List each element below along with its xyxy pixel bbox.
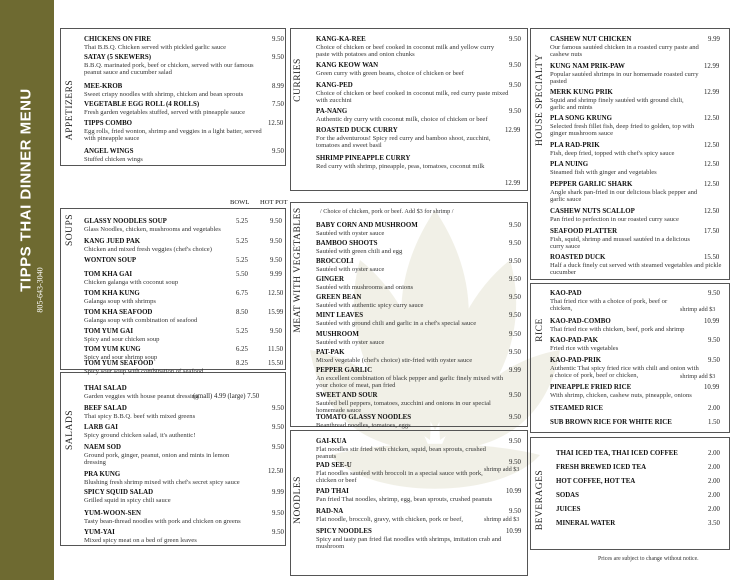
item-price: 8.99 [272,83,284,90]
item-price: 7.50 [272,101,284,108]
item-price: 9.50 [509,438,521,445]
item-price: 9.99 [509,367,521,374]
menu-item: CHICKENS ON FIRE Thai B.B.Q. Chicken served with pickled garlic sauce [84,36,227,51]
menu-item: KANG-PED Choice of chicken or beef cooked in coconut milk, red curry paste mixed with zucchini [316,82,509,105]
item-price: 2.00 [708,478,720,485]
menu-item: SPICY SQUID SALAD Grilled squid in spicy chili sauce [84,489,171,504]
bowl-price: 5.25 [236,328,248,335]
item-price: 9.50 [509,240,521,247]
item-price: 9.50 [509,508,521,515]
menu-item: PAT-PAK Mixed vegetable (chef's choice) stir-fried with oyster sauce [316,349,473,364]
shrimp-addon-note: shrimp add $3 [680,306,716,313]
item-price: 9.50 [708,337,720,344]
menu-item: BROCCOLI Sautéed with oyster sauce [316,258,385,273]
menu-item: WONTON SOUP [84,257,137,264]
section-label-curries: CURRIES [293,58,303,102]
shrimp-addon-note: shrimp add $3 [484,466,520,473]
menu-item: PLA NUING Steamed fish with ginger and vegetables [550,161,657,176]
menu-item: KAO-PAD-PAK Fried rice with vegetables [550,337,619,352]
item-price: 9.50 [509,36,521,43]
menu-item: PEPPER GARLIC An excellent combination of black pepper and garlic finely mixed with your choice of meat, pan fried [316,367,504,390]
menu-item: CASHEW NUT CHICKEN Our famous sautéed chicken in a roasted curry paste and cashew nuts [550,36,699,59]
menu-item: ANGEL WINGS Stuffed chicken wings [84,148,143,163]
hotpot-price: 9.50 [270,328,282,335]
menu-item: KAO-PAD-PRIK Authentic Thai spicy fried rice with chili and onion with a choice of pork, beef or chicken, [550,357,699,380]
section-label-soups: SOUPS [65,213,75,247]
hotpot-price: 9.50 [270,238,282,245]
phone-number: 805-643-3040 [35,267,45,313]
item-price: 12.50 [704,181,720,188]
menu-item: SEAFOOD PLATTER Fish, squid, shrimp and mussel sautéed in a delicious curry sauce [550,228,690,251]
menu-item: TOM YUM SEAFOOD Spicy sour soup with combination of seafood [84,360,204,375]
item-price: 12.50 [704,142,720,149]
item-price: 9.50 [509,62,521,69]
menu-item: TIPPS COMBO Egg rolls, fried wonton, shrimp and veggies in a light batter, served with pineapple sauce [84,120,262,143]
item-price: 2.00 [708,506,720,513]
item-price: 2.00 [708,405,720,412]
item-price: 9.50 [272,148,284,155]
menu-item: TOM YUM KUNG Spicy and sour shrimp soup [84,346,158,361]
beverage-item: THAI ICED TEA, THAI ICED COFFEE [556,450,678,457]
hotpot-price: 9.99 [270,271,282,278]
menu-item: CASHEW NUTS SCALLOP Pan fried to perfection in our roasted curry sauce [550,208,679,223]
item-price: 10.99 [506,488,522,495]
menu-item: MERK KUNG PRIK Squid and shrimp finely sautéed with ground chili, garlic and mints [550,89,684,112]
menu-item: MUSHROOM Sautéed with oyster sauce [316,331,385,346]
section-label-noodles: NOODLES [293,476,303,524]
bowl-price: 8.50 [236,309,248,316]
footer-note: Prices are subject to change without notice. [598,556,699,562]
section-label-specialty: HOUSE SPECIALTY [535,54,545,146]
item-price: 9.50 [509,392,521,399]
bowl-price: 5.25 [236,218,248,225]
item-price: 9.50 [509,108,521,115]
item-price: 9.50 [272,510,284,517]
item-price: 9.99 [272,489,284,496]
item-price: 12.50 [704,115,720,122]
menu-item: TOM KHA GAI Chicken galanga with coconut soup [84,271,179,286]
menu-item: PAD THAI Pan fried Thai noodles, shrimp, egg, bean sprouts, crushed peanuts [316,488,493,503]
item-price: 12.99 [505,180,521,187]
menu-item: ROASTED DUCK CURRY For the adventurous! Spicy red curry and bamboo shoot, zucchini, tomatoes and sweet basil [316,127,491,150]
bowl-price: 5.25 [236,238,248,245]
item-price: 2.00 [708,450,720,457]
item-price: 9.50 [708,290,720,297]
menu-item: KANG KEOW WAN Green curry with green beans, choice of chicken or beef [316,62,464,77]
menu-item: LARB GAI Spicy ground chicken salad, it's authentic! [84,424,196,439]
menu-item: KUNG NAM PRIK-PAW Popular sautéed shrimps in our homemade roasted curry pasted [550,63,699,86]
item-price: 10.99 [704,318,720,325]
sidebar [0,0,54,580]
menu-item: PLA RAD-PRIK Fish, deep fried, topped with chef's spicy sauce [550,142,675,157]
menu-item: TOM KHA KUNG Galanga soup with shrimps [84,290,156,305]
bowl-price: 6.25 [236,346,248,353]
item-price: 9.50 [509,82,521,89]
menu-item: PINEAPPLE FRIED RICE With shrimp, chicken, cashew nuts, pineapple, onions [550,384,692,399]
hotpot-price: 9.50 [270,257,282,264]
beverage-item: SODAS [556,492,579,499]
beverage-item: FRESH BREWED ICED TEA [556,464,647,471]
item-price: 9.50 [509,276,521,283]
menu-item: GINGER Sautéed with mushrooms and onions [316,276,414,291]
bowl-price: 5.25 [236,257,248,264]
section-label-salads: SALADS [65,410,75,450]
item-price: 12.99 [505,127,521,134]
soup-bowl-header: BOWL [230,199,250,206]
menu-item: STEAMED RICE [550,405,604,412]
item-price: 12.99 [704,89,720,96]
item-price: 17.50 [704,228,720,235]
menu-item: TOM KHA SEAFOOD Galanga soup with combination of seafood [84,309,198,324]
menu-item: KAO-PAD Thai fried rice with a choice of pork, beef or chicken, [550,290,668,313]
menu-item: KAO-PAD-COMBO Thai fried rice with chicken, beef, pork and shrimp [550,318,685,333]
soup-hotpot-header: HOT POT [260,199,288,206]
item-price: 12.50 [268,468,284,475]
menu-item: YUM-YAI Mixed spicy meat on a bed of green leaves [84,529,197,544]
menu-item: SHRIMP PINEAPPLE CURRY Red curry with shrimp, pineapple, peas, tomatoes, coconut milk [316,155,485,170]
menu-item: THAI SALAD Garden veggies with house peanut dressing [84,385,199,400]
item-price: 9.50 [509,258,521,265]
menu-item: GAI-KUA Flat noodles stir fried with chicken, squid, bean sprouts, crushed peanuts [316,438,486,461]
hotpot-price: 12.50 [268,290,284,297]
menu-item: SPICY NOODLES Spicy and tasty pan fried flat noodles with shrimps, imitation crab and mushroom [316,528,502,551]
item-price: (small) 4.99 (large) 7.50 [193,393,260,400]
menu-item: TOM YUM GAI Spicy and sour chicken soup [84,328,160,343]
menu-item: VEGETABLE EGG ROLL (4 ROLLS) Fresh garden vegetables stuffed, served with pineapple sauce [84,101,246,116]
item-price: 9.50 [509,312,521,319]
item-price: 9.50 [272,424,284,431]
item-price: 10.99 [506,528,522,535]
menu-item: BEEF SALAD Thai spicy B.B.Q. beef with mixed greens [84,405,196,420]
item-price: 12.50 [268,120,284,127]
item-price: 9.50 [708,357,720,364]
bowl-price: 6.75 [236,290,248,297]
item-price: 12.50 [704,161,720,168]
item-price: 3.50 [708,520,720,527]
menu-item: RAD-NA Flat noodle, broccoli, gravy, with chicken, pork or beef, [316,508,463,523]
menu-item: PAD SEE-U Flat noodles sautéed with broccoli in a special sauce with pork, chicken or beef [316,462,483,485]
item-price: 9.50 [272,36,284,43]
shrimp-addon-note: shrimp add $3 [484,516,520,523]
item-price: 9.50 [272,529,284,536]
hotpot-price: 15.50 [268,360,284,367]
menu-item: KANG JUED PAK Chicken and mixed fresh veggies (chef's choice) [84,238,212,253]
item-price: 9.50 [509,349,521,356]
menu-item: BABY CORN AND MUSHROOM Sautéed with oyster sauce [316,222,418,237]
beverage-item: HOT COFFEE, HOT TEA [556,478,636,485]
bowl-price: 8.25 [236,360,248,367]
menu-item: MINT LEAVES Sautéed with ground chili and garlic in a chef's special sauce [316,312,477,327]
menu-item: YUM-WOON-SEN Tasty bean-thread noodles with pork and chicken on greens [84,510,241,525]
bowl-price: 5.50 [236,271,248,278]
menu-item: GLASSY NOODLES SOUP Glass Noodles, chicken, mushrooms and vegetables [84,218,221,233]
hotpot-price: 9.50 [270,218,282,225]
item-price: 9.50 [509,459,521,466]
hotpot-price: 11.50 [268,346,284,353]
menu-item: TOMATO GLASSY NOODLES Beanthread noodles, tomatoes, eggs [316,414,412,429]
menu-item: PRA KUNG Blushing fresh shrimp mixed with chef's secret spicy sauce [84,471,240,486]
item-price: 12.99 [704,63,720,70]
menu-item: MEE-KROB Sweet crispy noodles with shrimp, chicken and bean sprouts [84,83,244,98]
item-price: 9.50 [272,444,284,451]
section-label-beverages: BEVERAGES [535,469,545,531]
menu-item: PA-NANG Authentic dry curry with coconut milk, choice of chicken or beef [316,108,488,123]
item-price: 9.50 [509,294,521,301]
menu-item: BAMBOO SHOOTS Sautéed with green chili and egg [316,240,403,255]
item-price: 2.00 [708,464,720,471]
beverage-item: MINERAL WATER [556,520,616,527]
menu-item: PEPPER GARLIC SHARK Angle shark pan-fried in our delicious black pepper and garlic sauce [550,181,698,204]
item-price: 9.50 [509,222,521,229]
menu-item: PLA SONG KRUNG Selected fresh fillet fish, deep fried to golden, top with ginger mushroom sauce [550,115,695,138]
item-price: 2.00 [708,492,720,499]
item-price: 10.99 [704,384,720,391]
item-price: 9.50 [509,414,521,421]
menu-title: TIPPS THAI DINNER MENU [17,88,35,292]
item-price: 9.99 [708,36,720,43]
menu-item: KANG-KA-REE Choice of chicken or beef cooked in coconut milk and yellow curry paste with potatoes and onion chunks [316,36,495,59]
item-price: 9.50 [272,54,284,61]
section-label-meat: MEAT WITH VEGETABLES [293,207,303,333]
menu-item: GREEN BEAN Sautéed with authentic spicy curry sauce [316,294,424,309]
hotpot-price: 15.99 [268,309,284,316]
menu-item: SUB BROWN RICE FOR WHITE RICE [550,419,672,426]
shrimp-addon-note: shrimp add $3 [680,373,716,380]
menu-item: NAEM SOD Ground pork, ginger, peanut, onion and mints in lemon dressing [84,444,230,467]
menu-item: SWEET AND SOUR Sautéed bell peppers, tomatoes, zucchini and onions in our special homemade sauce [316,392,491,415]
item-price: 12.50 [704,208,720,215]
item-price: 1.50 [708,419,720,426]
item-price: 9.50 [509,331,521,338]
menu-item: ROASTED DUCK Half a duck finely cut served with steamed vegetables and pickle cucumber [550,254,722,277]
section-label-rice: RICE [535,318,545,342]
item-price: 15.50 [704,254,720,261]
menu-item: SATAY (5 SKEWERS) B.B.Q. marinated pork, beef or chicken, served with our famous peanut sauce and cucumber salad [84,54,254,77]
item-price: 9.50 [272,405,284,412]
meat-choice-note: / Choice of chicken, pork or beef. Add $3 for shrimp / [320,208,454,215]
section-label-appetizers: APPETIZERS [65,79,75,141]
beverage-item: JUICES [556,506,581,513]
